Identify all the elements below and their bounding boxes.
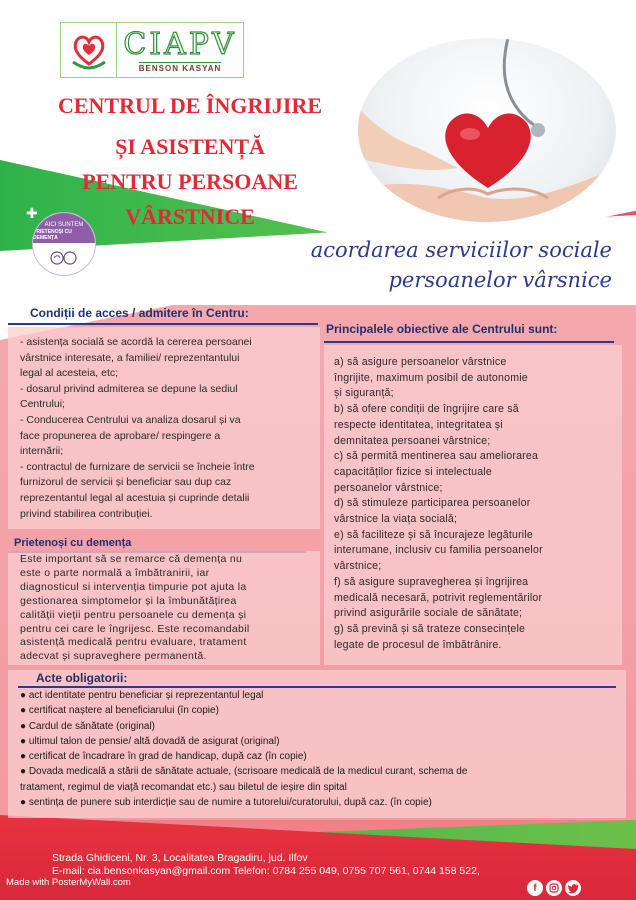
objectives-heading: Principalele obiective ale Centrului sunt: <box>326 322 558 336</box>
hands-holding-heart-icon <box>358 38 616 222</box>
dementia-heading: Prietenoși cu demența <box>14 537 132 549</box>
instagram-icon[interactable] <box>546 880 562 896</box>
head-profile-icon <box>49 249 79 267</box>
plus-icon: ✚ <box>24 130 43 155</box>
dementia-friendly-badge <box>32 212 96 276</box>
title-line-2: ȘI ASISTENȚĂ <box>115 134 265 159</box>
logo-subtitle: BENSON KASYAN <box>138 63 222 73</box>
access-divider <box>8 323 318 325</box>
dementia-text: Este important să se remarce că demența nu este o parte normală a îmbătranirii, iar diagnosticul si intervenția timpurie pot ajuta la gestionarea simptomelor și la îmbunătățirea calității vieții pentru persoanele cu demența și pentru cei care le îngrijesc. Este recomandabil asistență medicală pentru evaluare, tratament adecvat și supraveghere permanentă. <box>20 553 250 663</box>
acte-heading: Acte obligatorii: <box>36 671 128 685</box>
hero-photo <box>358 38 616 222</box>
acte-list <box>20 688 620 810</box>
access-heading: Condiții de acces / admitere în Centru: <box>30 306 249 320</box>
twitter-icon[interactable] <box>565 880 581 896</box>
plus-icon: ✚ <box>26 206 38 222</box>
slogan-line-2: persoanelor vârsnice <box>388 268 612 292</box>
badge-line-2: PRIETENOȘI CU DEMENȚA <box>33 229 72 241</box>
heart-hands-icon <box>61 23 117 77</box>
made-with-credit: Made with PosterMyWall.com <box>6 877 131 888</box>
logo-name: CIAPV <box>123 26 237 62</box>
logo-wordmark <box>117 28 243 73</box>
title-line-3: PENTRU PERSOANE <box>82 169 298 194</box>
access-text: - asistența socială se acordă la cererea persoanei vârstnice interesate, a familiei/ reprezentantului legal al acesteia, etc; - dosarul privind admiterea se depune la sediul Centrului; - Conducerea Centrului va analiza dosarul și va face propunerea de aprobare/ respingere a internării; - contractul de furnizare de servicii se încheie între furnizorul de servicii și beneficiar sau dup caz reprezentantul legal al acestuia și cuprinde detalii privind stabilirea contribuției. <box>20 336 255 520</box>
slogan-line-1: acordarea serviciilor sociale <box>310 238 612 262</box>
access-box <box>8 327 320 529</box>
objectives-divider <box>324 341 614 343</box>
list-item: ● certificat de încadrare în grad de handicap, după caz (în copie) <box>20 751 307 763</box>
title-line-1: CENTRUL DE ÎNGRIJIRE <box>57 93 323 118</box>
list-item: ● certificat naștere al beneficiarului (în copie) <box>20 705 219 717</box>
footer-address: Strada Ghidiceni, Nr. 3, Localitatea Bragadiru, jud. Ilfov <box>52 852 308 864</box>
footer-contact: E-mail: cia.bensonkasyan@gmail.com Telefon: 0784 255 049, 0755 707 561, 0744 158 522, <box>52 865 480 877</box>
list-item: ● sentința de punere sub interdicție sau de numire a tutorelui/curatorului, după caz. (în copie) <box>20 797 432 809</box>
list-item: tratament, regimul de viață recomandat etc.) sau biletul de ieșire din spital <box>20 781 347 793</box>
objectives-box <box>324 345 622 665</box>
title-line-4: VÂRSTNICE <box>125 204 255 229</box>
list-item: ● Dovada medicală a stării de sănătate actuale, (scrisoare medicală de la medicul curant, schema de <box>20 766 468 778</box>
list-item: ● act identitate pentru beneficiar și reprezentantul legal <box>20 690 264 701</box>
list-item: ● Cardul de sănătate (original) <box>20 720 155 732</box>
dementia-box <box>8 551 320 665</box>
logo <box>60 22 244 78</box>
list-item: ● ultimul talon de pensie/ altă dovadă de asigurat (original) <box>20 735 280 747</box>
facebook-icon[interactable]: f <box>527 880 543 896</box>
plus-icon: ✚ <box>324 70 348 103</box>
objectives-text: a) să asigure persoanelor vârstnice îngrijite, maximum posibil de autonomie și siguranță; b) să ofere condiții de îngrijire care să respecte identitatea, integritatea și demnitatea persoanei vârstnice; c) să permită mentinerea sau ameliorarea capacităților fizice si intelectuale persoanelor vârstnice; d) să stimuleze participarea persoanelor vârstnice la viața socială; e) să faciliteze și să încurajeze legăturile interumane, inclusiv cu familia persoanelor vârstnice; f) să asigure supravegherea și îngrijirea medicală necesară, potrivit reglementărilor privind asigurările sociale de sănătate; g) să prevină și să trateze consecințele legate de procesul de îmbătrânire. <box>334 356 543 651</box>
badge-line-1: AICI SUNTEM <box>44 222 84 228</box>
